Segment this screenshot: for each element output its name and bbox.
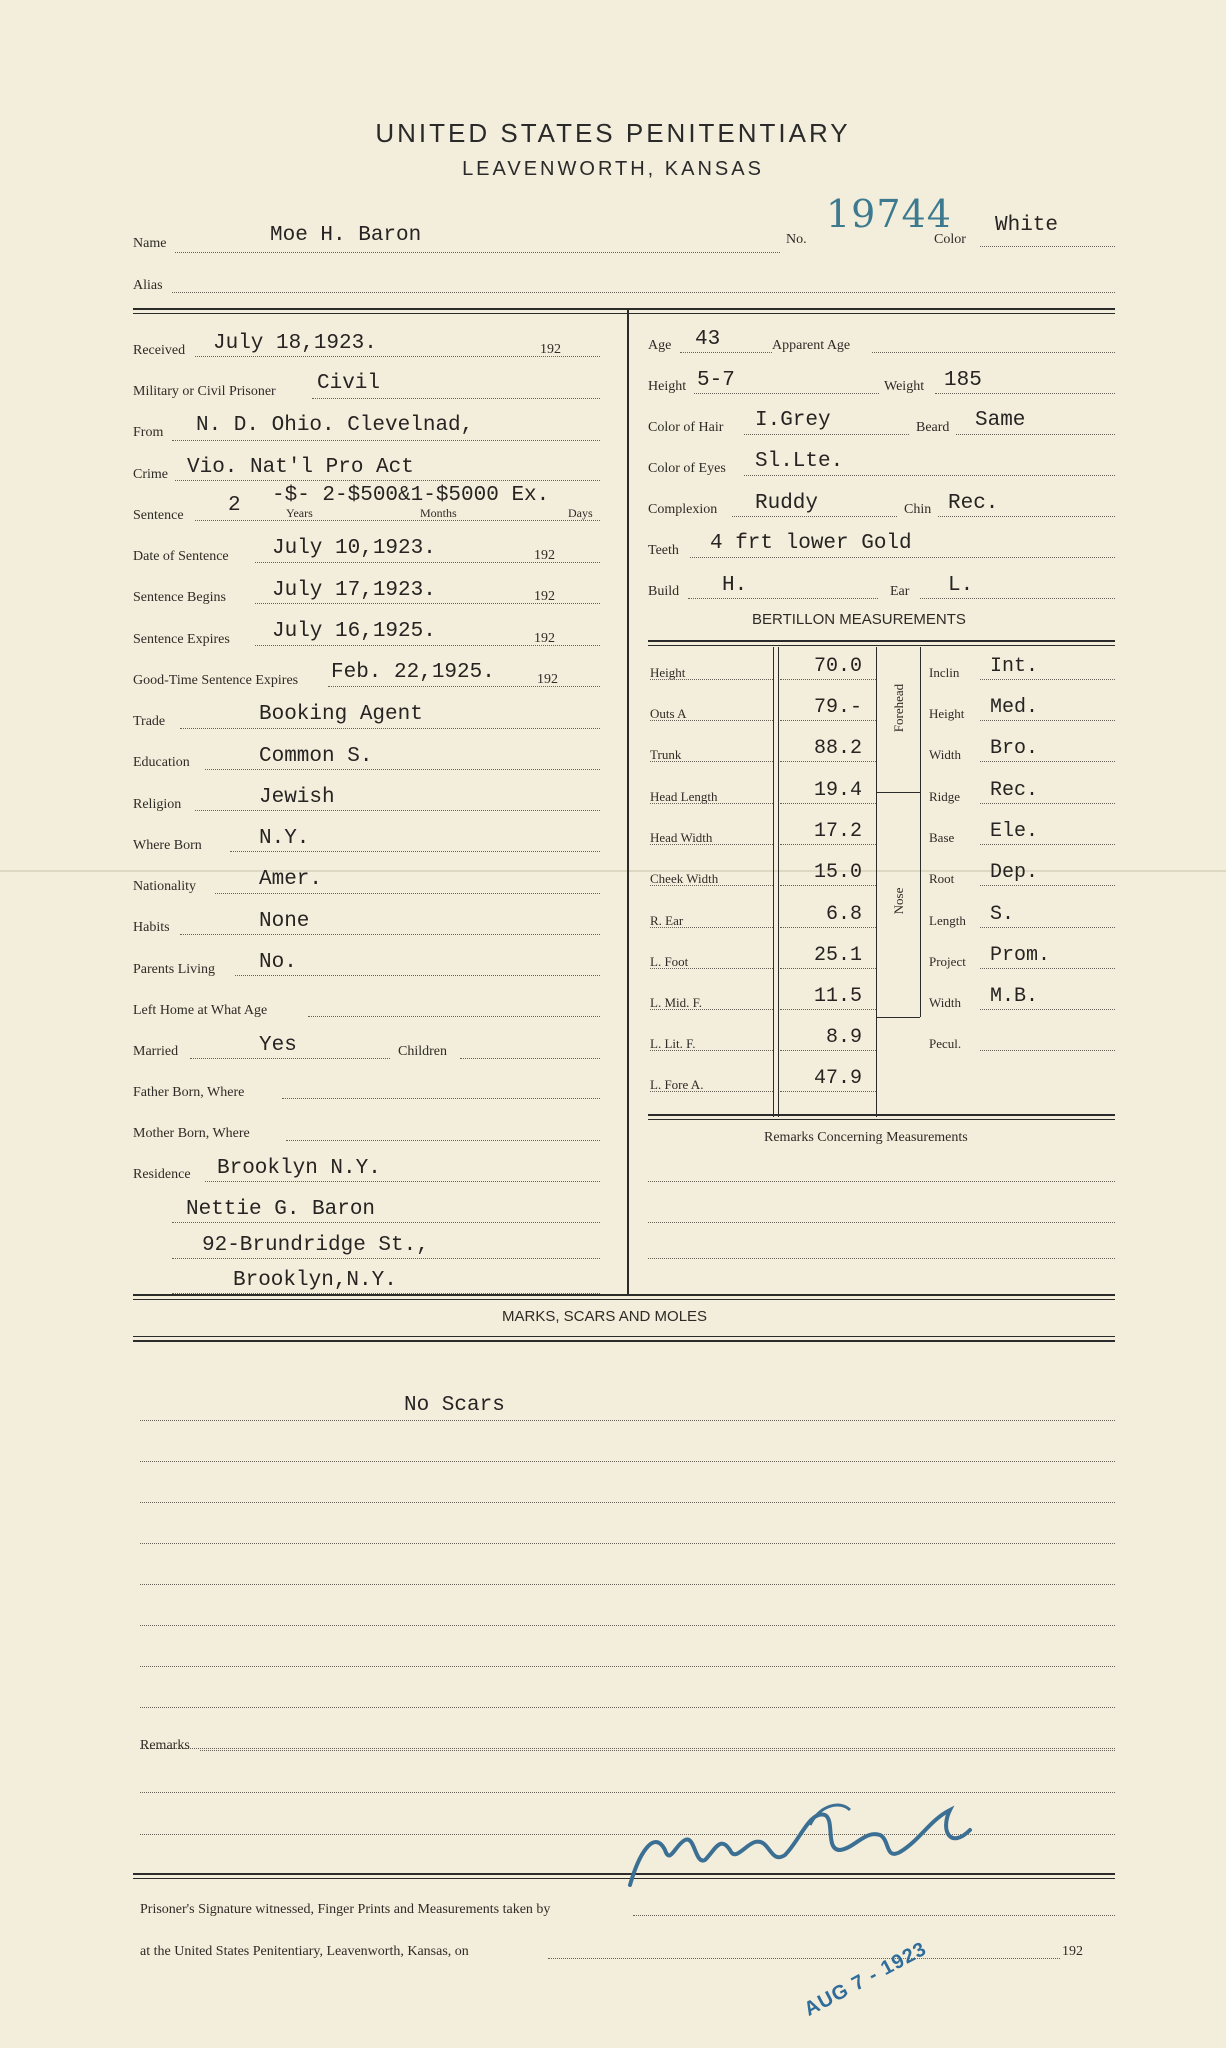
bertillon-row-value: 25.1 <box>813 944 862 967</box>
contact-city-value: Brooklyn,N.Y. <box>233 1269 397 1292</box>
hair-value: I.Grey <box>755 409 831 432</box>
nationality-value: Amer. <box>259 868 323 891</box>
hair-line <box>744 434 909 435</box>
bertillon-row-label: Trunk <box>650 747 682 762</box>
bertillon-row-value: 17.2 <box>813 820 862 843</box>
remarks-measurements-line-1 <box>648 1181 1115 1182</box>
sentence-expires-label: Sentence Expires <box>133 632 230 647</box>
marks-line <box>140 1543 1115 1544</box>
marks-line <box>140 1584 1115 1585</box>
feature-row-value: Rec. <box>990 779 1039 802</box>
weight-label: Weight <box>884 379 925 394</box>
feature-row-line <box>980 1009 1115 1010</box>
height-line <box>694 393 879 394</box>
education-label: Education <box>133 755 190 770</box>
bertillon-row-line <box>650 803 773 804</box>
military-label: Military or Civil Prisoner <box>133 384 276 399</box>
feature-row-value: Dep. <box>990 861 1039 884</box>
height-value: 5-7 <box>697 369 735 392</box>
sentence-begins-value: July 17,1923. <box>272 579 436 602</box>
where-born-label: Where Born <box>133 838 202 853</box>
bertillon-row-line <box>650 927 773 928</box>
eyes-value: Sl.Lte. <box>755 450 844 473</box>
crime-line <box>175 480 600 481</box>
bertillon-row-line <box>650 720 773 721</box>
eyes-label: Color of Eyes <box>648 461 726 476</box>
marks-rule-thin <box>133 1336 1115 1337</box>
sentence-label: Sentence <box>133 508 184 523</box>
eyes-line <box>744 475 1115 476</box>
sentence-detail-value: -$- 2-$500&1-$5000 Ex. <box>272 484 550 507</box>
bertillon-value-line <box>780 761 876 762</box>
feature-row-label: Root <box>929 871 955 886</box>
feature-row-line <box>980 720 1115 721</box>
apparent-age-line <box>872 352 1115 353</box>
trade-label: Trade <box>133 714 166 729</box>
age-line <box>680 352 772 353</box>
bertillon-col-line-3 <box>876 647 877 1117</box>
bertillon-value-line <box>780 1050 876 1051</box>
residence-value: Brooklyn N.Y. <box>217 1157 381 1180</box>
sentence-expires-year: 192 <box>534 631 555 646</box>
weight-line <box>935 393 1115 394</box>
bertillon-rule <box>648 640 1115 642</box>
name-label: Name <box>133 236 167 251</box>
bertillon-row-value: 15.0 <box>813 861 862 884</box>
chin-value: Rec. <box>948 492 999 515</box>
habits-line <box>180 934 600 935</box>
married-value: Yes <box>259 1034 297 1057</box>
marks-line <box>140 1502 1115 1503</box>
bertillon-row-label: Outs A <box>650 706 687 721</box>
signature-year: 192 <box>1062 1944 1083 1959</box>
color-value: White <box>995 214 1059 237</box>
signature-line-1-label: Prisoner's Signature witnessed, Finger Prints and Measurements taken by <box>140 1902 551 1917</box>
bertillon-row-line <box>650 968 773 969</box>
build-line <box>688 598 878 599</box>
number-label: No. <box>786 232 807 247</box>
build-label: Build <box>648 584 680 599</box>
marks-rule <box>133 1340 1115 1342</box>
bertillon-col-line-4 <box>920 647 921 1017</box>
name-value: Moe H. Baron <box>270 224 422 247</box>
bertillon-row-line <box>650 1091 773 1092</box>
feature-row-value: Med. <box>990 696 1039 719</box>
feature-row-line <box>980 927 1115 928</box>
feature-row-line <box>980 844 1115 845</box>
father-born-line <box>282 1098 600 1099</box>
received-label: Received <box>133 343 186 358</box>
religion-value: Jewish <box>259 786 335 809</box>
feature-row-label: Base <box>929 830 955 845</box>
military-line <box>312 398 600 399</box>
marks-top-rule <box>133 1294 1115 1296</box>
forehead-nose-divider <box>876 792 920 793</box>
residence-label: Residence <box>133 1167 191 1182</box>
top-rule-thin <box>133 313 1115 314</box>
religion-label: Religion <box>133 797 182 812</box>
bertillon-value-line <box>780 885 876 886</box>
bertillon-row-label: L. Lit. F. <box>650 1036 696 1051</box>
feature-row-label: Project <box>929 954 966 969</box>
date-stamp: AUG 7 - 1923 <box>800 1937 931 2021</box>
contact-name-value: Nettie G. Baron <box>186 1198 376 1221</box>
good-time-year: 192 <box>537 672 558 687</box>
color-line <box>980 246 1115 247</box>
sentence-expires-value: July 16,1925. <box>272 620 436 643</box>
height-label: Height <box>648 379 687 394</box>
feature-row-label: Pecul. <box>929 1036 962 1051</box>
feature-row-value: M.B. <box>990 985 1039 1008</box>
trade-value: Booking Agent <box>259 703 423 726</box>
feature-row-line <box>980 803 1115 804</box>
form-title: UNITED STATES PENITENTIARY <box>375 118 851 148</box>
complexion-value: Ruddy <box>755 492 819 515</box>
crime-label: Crime <box>133 467 168 482</box>
bertillon-title: BERTILLON MEASUREMENTS <box>752 611 966 628</box>
received-value: July 18,1923. <box>213 332 377 355</box>
age-label: Age <box>648 338 672 353</box>
date-of-sentence-value: July 10,1923. <box>272 537 436 560</box>
feature-row-line <box>980 761 1115 762</box>
age-value: 43 <box>695 328 721 351</box>
bertillon-row-label: Cheek Width <box>650 871 719 886</box>
bertillon-row-label: L. Mid. F. <box>650 995 703 1010</box>
bertillon-row-value: 79.- <box>813 696 862 719</box>
feature-row-label: Inclin <box>929 665 960 680</box>
form-subtitle: LEAVENWORTH, KANSAS <box>462 158 764 180</box>
teeth-value: 4 frt lower Gold <box>710 532 912 555</box>
remarks-measurements-line-2 <box>648 1222 1115 1223</box>
bertillon-row-label: Head Width <box>650 830 713 845</box>
good-time-label: Good-Time Sentence Expires <box>133 673 299 688</box>
name-line <box>175 252 780 253</box>
alias-line <box>172 292 1115 293</box>
bertillon-row-line <box>650 885 773 886</box>
forehead-label: Forehead <box>891 683 906 733</box>
left-home-line <box>308 1016 600 1017</box>
build-value: H. <box>722 574 748 597</box>
married-line <box>190 1058 390 1059</box>
feature-row-label: Height <box>929 706 965 721</box>
contact-line-1 <box>172 1222 600 1223</box>
bertillon-bottom-rule <box>648 1114 1115 1116</box>
marks-line <box>140 1707 1115 1708</box>
alias-label: Alias <box>133 278 163 293</box>
chin-label: Chin <box>904 502 932 517</box>
bertillon-value-line <box>780 844 876 845</box>
bertillon-row-value: 19.4 <box>813 779 862 802</box>
color-label: Color <box>934 232 966 247</box>
complexion-label: Complexion <box>648 502 718 517</box>
religion-line <box>195 810 600 811</box>
remarks-line-1 <box>200 1750 1115 1751</box>
years-label: Years <box>286 506 313 520</box>
witness-signature <box>610 1790 1030 1900</box>
contact-street-value: 92-Brundridge St., <box>202 1234 429 1257</box>
sentence-begins-label: Sentence Begins <box>133 590 226 605</box>
hair-label: Color of Hair <box>648 420 724 435</box>
feature-row-label: Width <box>929 747 961 762</box>
date-of-sentence-label: Date of Sentence <box>133 549 229 564</box>
marks-line <box>140 1748 1115 1749</box>
feature-row-line <box>980 1050 1115 1051</box>
feature-row-value: S. <box>990 903 1015 926</box>
signature-line-2-label: at the United States Penitentiary, Leavenworth, Kansas, on <box>140 1944 469 1959</box>
feature-row-line <box>980 968 1115 969</box>
from-line <box>172 440 600 441</box>
bertillon-row-label: Head Length <box>650 789 718 804</box>
feature-row-line <box>980 679 1115 680</box>
mother-born-label: Mother Born, Where <box>133 1126 250 1141</box>
column-divider <box>627 310 629 1295</box>
bertillon-bottom-rule-thin <box>648 1119 1115 1120</box>
marks-line <box>140 1625 1115 1626</box>
parents-living-label: Parents Living <box>133 962 216 977</box>
marks-line <box>140 1461 1115 1462</box>
parents-living-line <box>235 975 600 976</box>
nose-label: Nose <box>891 887 906 915</box>
beard-line <box>956 434 1115 435</box>
marks-line <box>140 1420 1115 1421</box>
children-label: Children <box>398 1044 447 1059</box>
top-rule <box>133 308 1115 310</box>
apparent-age-label: Apparent Age <box>772 338 851 353</box>
feature-row-label: Ridge <box>929 789 961 804</box>
education-line <box>205 769 600 770</box>
from-value: N. D. Ohio. Clevelnad, <box>196 414 474 437</box>
residence-line <box>205 1181 600 1182</box>
crime-value: Vio. Nat'l Pro Act <box>187 456 414 479</box>
military-value: Civil <box>317 372 381 395</box>
months-label: Months <box>420 506 457 520</box>
ear-value: L. <box>948 574 974 597</box>
education-value: Common S. <box>259 745 373 768</box>
bertillon-value-line <box>780 1009 876 1010</box>
bertillon-row-line <box>650 1009 773 1010</box>
days-label: Days <box>568 506 593 520</box>
teeth-label: Teeth <box>648 543 679 558</box>
ear-line <box>920 598 1115 599</box>
bertillon-value-line <box>780 803 876 804</box>
remarks-measurements-title: Remarks Concerning Measurements <box>764 1130 968 1145</box>
married-label: Married <box>133 1044 179 1059</box>
prisoner-number: 19744 <box>826 192 952 236</box>
feature-row-value: Ele. <box>990 820 1039 843</box>
remarks-label: Remarks <box>140 1738 190 1753</box>
bertillon-row-label: R. Ear <box>650 913 684 928</box>
sentence-years-value: 2 <box>228 494 241 517</box>
parents-living-value: No. <box>259 951 297 974</box>
feature-row-value: Prom. <box>990 944 1051 967</box>
nationality-line <box>215 893 600 894</box>
beard-value: Same <box>975 409 1026 432</box>
good-time-line <box>328 686 600 687</box>
feature-row-value: Int. <box>990 655 1039 678</box>
bertillon-row-label: L. Fore A. <box>650 1077 704 1092</box>
received-year: 192 <box>540 342 561 357</box>
father-born-label: Father Born, Where <box>133 1085 245 1100</box>
signature-line-1 <box>633 1915 1115 1916</box>
weight-value: 185 <box>944 369 982 392</box>
feature-row-label: Width <box>929 995 961 1010</box>
habits-label: Habits <box>133 920 170 935</box>
chin-line <box>938 516 1115 517</box>
habits-value: None <box>259 910 310 933</box>
bertillon-row-line <box>650 844 773 845</box>
bertillon-row-value: 8.9 <box>825 1026 862 1049</box>
where-born-value: N.Y. <box>259 827 310 850</box>
bertillon-value-line <box>780 720 876 721</box>
children-line <box>460 1058 600 1059</box>
remarks-measurements-line-3 <box>648 1258 1115 1259</box>
left-home-label: Left Home at What Age <box>133 1003 268 1018</box>
feature-row-line <box>980 885 1115 886</box>
marks-title: MARKS, SCARS AND MOLES <box>502 1308 708 1325</box>
bertillon-value-line <box>780 968 876 969</box>
paper-fold <box>0 870 1226 872</box>
bertillon-row-line <box>650 679 773 680</box>
bertillon-row-label: Height <box>650 665 686 680</box>
bertillon-row-value: 70.0 <box>813 655 862 678</box>
marks-top-rule-thin <box>133 1299 1115 1300</box>
bertillon-row-value: 11.5 <box>813 985 862 1008</box>
bertillon-row-line <box>650 1050 773 1051</box>
bertillon-row-label: L. Foot <box>650 954 689 969</box>
trade-line <box>180 728 600 729</box>
ear-label: Ear <box>890 584 910 599</box>
sentence-begins-year: 192 <box>534 589 555 604</box>
bertillon-row-value: 6.8 <box>825 903 862 926</box>
beard-label: Beard <box>916 420 950 435</box>
good-time-value: Feb. 22,1925. <box>331 661 495 684</box>
bertillon-row-value: 47.9 <box>813 1067 862 1090</box>
feature-row-value: Bro. <box>990 737 1039 760</box>
sentence-line <box>195 520 600 521</box>
where-born-line <box>230 851 600 852</box>
bertillon-row-value: 88.2 <box>813 737 862 760</box>
mother-born-line <box>286 1140 600 1141</box>
contact-line-2 <box>172 1258 600 1259</box>
feature-row-label: Length <box>929 913 966 928</box>
bertillon-value-line <box>780 679 876 680</box>
marks-line <box>140 1666 1115 1667</box>
teeth-line <box>690 557 1115 558</box>
date-of-sentence-year: 192 <box>534 548 555 563</box>
nose-bottom-line <box>876 1017 920 1018</box>
marks-value: No Scars <box>404 1394 505 1417</box>
bertillon-value-line <box>780 927 876 928</box>
from-label: From <box>133 425 164 440</box>
bertillon-row-line <box>650 761 773 762</box>
nationality-label: Nationality <box>133 879 196 894</box>
complexion-line <box>732 516 897 517</box>
bertillon-rule-thin <box>648 645 1115 646</box>
bertillon-value-line <box>780 1091 876 1092</box>
signature-line-2 <box>548 1958 1060 1959</box>
